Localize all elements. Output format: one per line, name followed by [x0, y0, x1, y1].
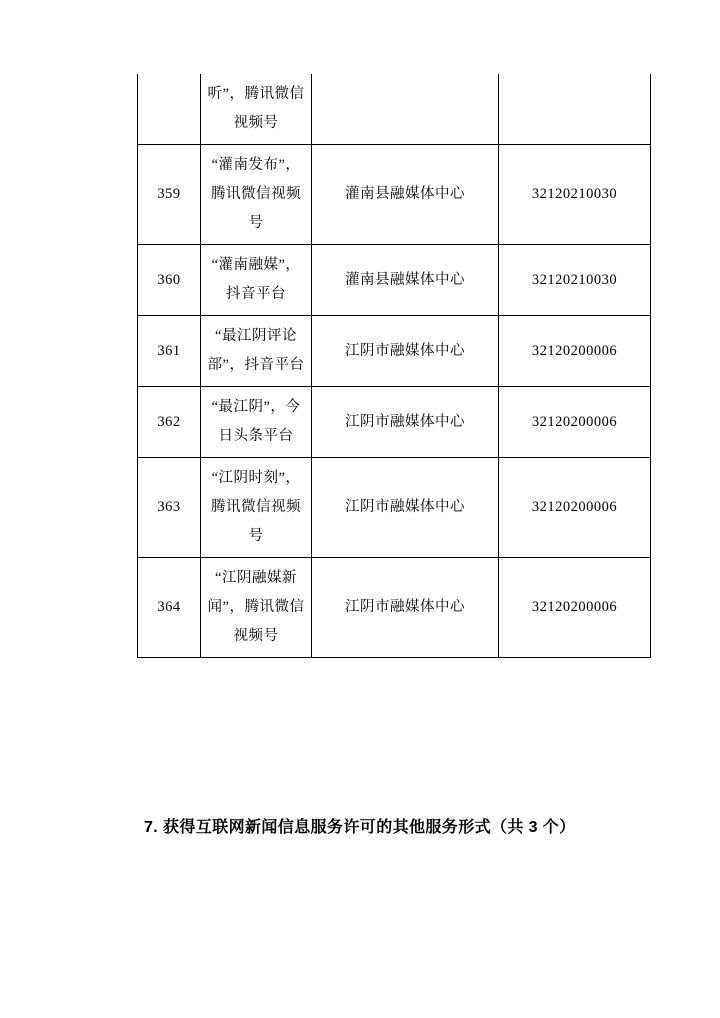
- cell-service-name: “江阴融媒新闻”，腾讯微信视频号: [201, 558, 312, 658]
- table-row: [138, 145, 651, 245]
- cell-service-name: “灌南融媒”，抖音平台: [201, 245, 312, 316]
- cell-organization: 灌南县融媒体中心: [312, 245, 499, 316]
- table-row: [138, 558, 651, 658]
- cell-number: 360: [138, 245, 201, 316]
- table-row: [138, 458, 651, 558]
- cell-number: 363: [138, 458, 201, 558]
- license-table: [137, 74, 651, 658]
- cell-license-code: [499, 74, 651, 145]
- cell-service-name: 听”，腾讯微信视频号: [201, 74, 312, 145]
- cell-organization: 江阴市融媒体中心: [312, 316, 499, 387]
- cell-number: 364: [138, 558, 201, 658]
- table-row: [138, 387, 651, 458]
- cell-service-name: “最江阴”，今日头条平台: [201, 387, 312, 458]
- cell-number: [138, 74, 201, 145]
- cell-license-code: 32120210030: [499, 145, 651, 245]
- cell-license-code: 32120210030: [499, 245, 651, 316]
- cell-license-code: 32120200006: [499, 558, 651, 658]
- cell-service-name: “灌南发布”，腾讯微信视频号: [201, 145, 312, 245]
- table-row: [138, 74, 651, 145]
- cell-organization: 江阴市融媒体中心: [312, 387, 499, 458]
- cell-license-code: 32120200006: [499, 458, 651, 558]
- cell-organization: 江阴市融媒体中心: [312, 458, 499, 558]
- cell-organization: 灌南县融媒体中心: [312, 145, 499, 245]
- license-table-body: [138, 74, 651, 658]
- cell-organization: [312, 74, 499, 145]
- cell-service-name: “江阴时刻”，腾讯微信视频号: [201, 458, 312, 558]
- cell-number: 362: [138, 387, 201, 458]
- cell-license-code: 32120200006: [499, 316, 651, 387]
- cell-number: 361: [138, 316, 201, 387]
- license-table-container: [137, 74, 618, 658]
- cell-service-name: “最江阴评论部”，抖音平台: [201, 316, 312, 387]
- section-heading: 7. 获得互联网新闻信息服务许可的其他服务形式（共 3 个）: [144, 819, 576, 836]
- cell-license-code: 32120200006: [499, 387, 651, 458]
- cell-organization: 江阴市融媒体中心: [312, 558, 499, 658]
- cell-number: 359: [138, 145, 201, 245]
- table-row: [138, 245, 651, 316]
- table-row: [138, 316, 651, 387]
